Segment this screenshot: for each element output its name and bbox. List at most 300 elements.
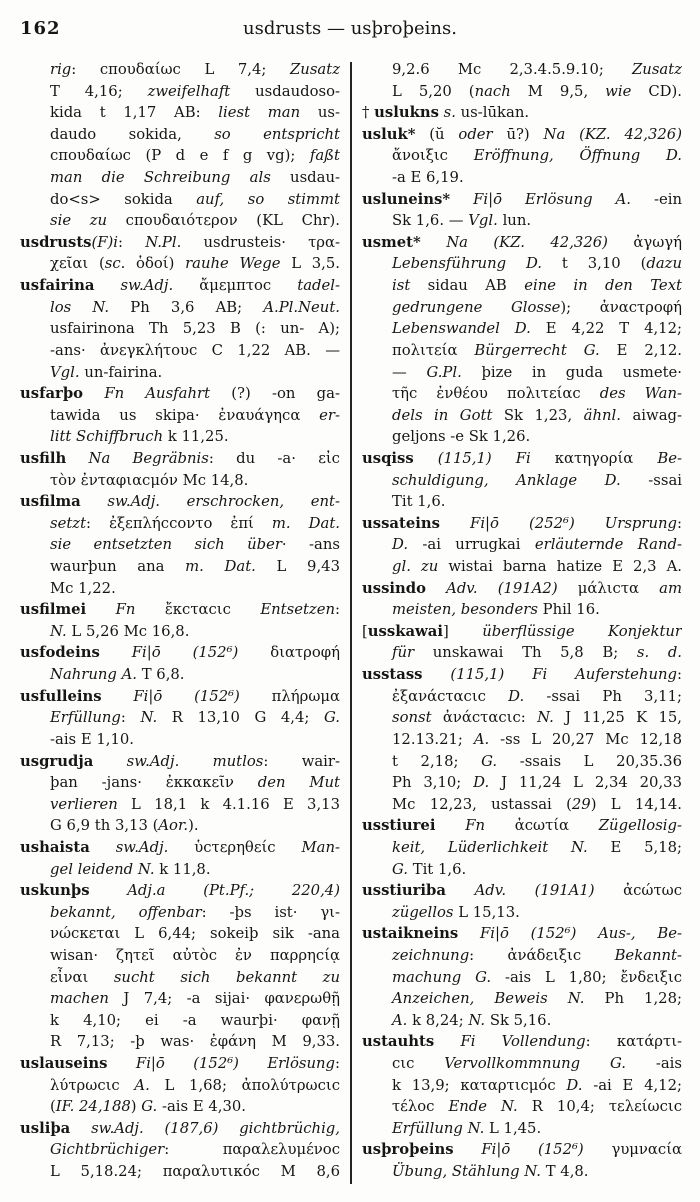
headword: usgrudja xyxy=(20,752,94,770)
entry-text: ὁδοί) xyxy=(125,255,186,273)
entry-text: T 4,16; xyxy=(50,82,148,100)
entry-line xyxy=(20,232,340,254)
entry-line xyxy=(20,707,340,729)
entry-text: sw.Adj. erschrocken, ent- xyxy=(107,493,340,511)
entry-text: L 15,13. xyxy=(453,903,520,921)
entry-text: machen xyxy=(50,990,109,1008)
entry-line xyxy=(20,534,340,556)
entry-text xyxy=(86,601,115,618)
entry-text: zügellos xyxy=(392,903,454,921)
entry-text: überflüssige Konjektur xyxy=(482,622,682,640)
entry-text: setzt xyxy=(50,514,87,532)
entry-text: G. xyxy=(141,1098,158,1116)
entry-text: ū?) xyxy=(492,125,544,143)
entry-text: sidau AB xyxy=(410,277,525,295)
entry-text: Erfüllung N. xyxy=(392,1119,485,1137)
entry-line xyxy=(20,1053,340,1075)
entry-text: wie xyxy=(605,82,632,100)
entry-line xyxy=(20,772,340,794)
entry-text: usdrusteis· τρα- xyxy=(181,233,340,251)
entry-text: T 4,8. xyxy=(541,1163,589,1181)
entry-line xyxy=(20,81,340,103)
entry-line xyxy=(20,383,340,405)
entry-text: Fn Ausfahrt xyxy=(104,385,211,403)
entry-text: γυμναcία xyxy=(583,1141,682,1159)
entry-line xyxy=(362,859,682,881)
entry-text: k 8,24; xyxy=(407,1011,469,1029)
entry-text: k 4,10; ei -a waurþi· φανῇ xyxy=(50,1011,340,1029)
entry-line xyxy=(362,945,682,967)
entry-text: Fi|ō (152⁶) Erlösung xyxy=(135,1055,335,1073)
entry-line xyxy=(362,902,682,924)
entry-text: IF. 24,188 xyxy=(55,1098,131,1116)
entry-text: gedrungene Glosse xyxy=(392,298,561,316)
entry-text: : xyxy=(677,666,682,684)
entry-text: 29 xyxy=(571,795,591,813)
entry-text: : κατάρτι- xyxy=(585,1033,682,1051)
entry-line xyxy=(20,318,340,340)
entry-line xyxy=(362,210,682,232)
entry-text: : cπουδαίωc L 7,4; xyxy=(71,61,291,78)
entry-text: CD). xyxy=(631,82,682,100)
entry-text: L 9,43 xyxy=(255,558,340,576)
entry-text xyxy=(66,450,88,467)
entry-text: A. xyxy=(473,730,490,748)
headword: usfairina xyxy=(20,277,95,295)
entry-text: so entspricht xyxy=(214,125,340,143)
entry-line xyxy=(20,102,340,124)
entry-text: Mc 12,23, ustassai ( xyxy=(392,795,572,813)
entry-line xyxy=(20,1075,340,1097)
entry-line xyxy=(362,1096,682,1118)
entry-text: (F)i xyxy=(91,233,119,251)
entry-text: Adv. (191A2) xyxy=(446,579,558,597)
entry-text xyxy=(94,277,120,294)
entry-text: : xyxy=(335,601,340,619)
entry-line xyxy=(20,664,340,686)
entry-text: Fi|ō (152⁶) xyxy=(133,687,240,705)
entry-line xyxy=(362,556,682,578)
entry-text: litt Schiffbruch xyxy=(50,428,164,446)
entry-text: Lebenswandel D. xyxy=(392,320,531,338)
entry-text: L 18,1 k 4.1.16 E 3,13 xyxy=(117,795,340,813)
entry-text: N. xyxy=(50,622,67,640)
entry-line xyxy=(20,405,340,427)
entry-text: L 5,18.24; παραλυτικόc M 8,6 xyxy=(50,1163,340,1181)
entry-text: am xyxy=(659,579,682,597)
entry-text: ἀcώτωc xyxy=(594,882,682,900)
entry-text: Man- xyxy=(301,838,340,856)
entry-text xyxy=(93,753,126,770)
entry-text: ἄνοιξιc xyxy=(392,147,474,165)
entry-line xyxy=(20,923,340,945)
entry-text: usfairinona Th 5,23 B (: un- A); xyxy=(50,320,340,338)
entry-text: τὸν ἐνταφιαcμόν Mc 14,8. xyxy=(50,471,249,489)
headword: usmet* xyxy=(362,233,421,251)
entry-line xyxy=(20,124,340,146)
entry-text: Adj.a (Pt.Pf.; 220,4) xyxy=(127,882,340,900)
entry-text: ) xyxy=(130,1098,142,1116)
entry-line xyxy=(362,1139,682,1161)
entry-text: -ai E 4,12; xyxy=(582,1076,682,1094)
entry-line xyxy=(20,1161,340,1183)
entry-line xyxy=(362,837,682,859)
entry-text: los N. xyxy=(50,298,110,316)
entry-text xyxy=(70,1120,91,1137)
entry-line xyxy=(362,1053,682,1075)
entry-text: Fi|ō (252⁶) Ursprung xyxy=(470,514,677,532)
entry-line xyxy=(362,923,682,945)
entry-text: Be- xyxy=(657,449,682,467)
entry-text: sucht sich bekannt zu xyxy=(113,968,340,986)
entry-line xyxy=(20,426,340,448)
entry-line xyxy=(362,729,682,751)
entry-text: Sk 1,6. — xyxy=(392,212,469,230)
headword: ustaikneins xyxy=(362,925,459,943)
headword: ussateins xyxy=(362,514,440,532)
entry-line xyxy=(362,880,682,902)
entry-line xyxy=(362,686,682,708)
entry-line xyxy=(362,232,682,254)
entry-text: πλήρωμα xyxy=(239,687,340,705)
entry-line xyxy=(362,642,682,664)
entry-text: m. Dat. xyxy=(185,558,256,576)
entry-text: R 13,10 G 4,4; xyxy=(157,709,324,727)
entry-line xyxy=(362,988,682,1010)
entry-line xyxy=(20,1010,340,1032)
entry-text: -ein xyxy=(630,190,682,208)
entry-text: † xyxy=(362,104,375,122)
entry-text: (115,1) Fi xyxy=(437,449,531,467)
entry-text: 12.13.21; xyxy=(392,730,474,748)
entry-text: Fn xyxy=(115,601,136,619)
entry-line xyxy=(362,707,682,729)
entry-text: sie entsetzten sich über xyxy=(50,536,282,554)
headword: usstass xyxy=(362,666,423,684)
entry-text: Sk 1,23, xyxy=(492,406,584,424)
entry-text: den Mut xyxy=(257,774,340,792)
entry-line xyxy=(362,59,682,81)
entry-line xyxy=(20,297,340,319)
entry-text: πολιτεία xyxy=(392,341,475,359)
entry-text: lun. xyxy=(497,212,532,230)
entry-text: auf, so stimmt xyxy=(196,190,340,208)
entry-line xyxy=(20,945,340,967)
entry-text: ] xyxy=(443,622,483,640)
entry-text: ἐξανάcταcιc xyxy=(392,687,509,705)
entry-text: Aor. xyxy=(158,817,189,835)
entry-line xyxy=(20,210,340,232)
entry-text: cπουδαίωc (P d e f g vg); xyxy=(50,147,310,165)
entry-text: N. xyxy=(140,709,158,727)
entry-text: R 7,13; -þ was· ἐφάνη M 9,33. xyxy=(50,1033,340,1051)
entry-text: -ssais L 20,35.36 xyxy=(497,752,682,770)
entry-line xyxy=(20,967,340,989)
entry-line xyxy=(362,81,682,103)
entry-text: sc. xyxy=(104,255,126,273)
entry-line xyxy=(362,189,682,211)
entry-text xyxy=(446,882,475,899)
headword: usliþa xyxy=(20,1119,71,1137)
entry-text: daudo sokida, xyxy=(50,125,215,143)
entry-line xyxy=(20,1031,340,1053)
entry-text: usdau- xyxy=(270,169,340,187)
entry-text: E 2,12. xyxy=(599,341,682,359)
entry-text: ἄμεμπτοc xyxy=(173,277,298,295)
entry-text: s. xyxy=(443,104,456,122)
entry-text: J 11,25 K 15, xyxy=(553,709,682,727)
entry-text: gl. zu xyxy=(392,558,439,576)
entry-text: T 6,8. xyxy=(137,666,185,684)
entry-text: sw.Adj. xyxy=(115,838,169,856)
entry-text: Gichtbrüchiger xyxy=(50,1141,165,1159)
entry-text: Tit 1,6. xyxy=(408,860,467,878)
entry-line xyxy=(362,772,682,794)
entry-text: — xyxy=(392,363,427,381)
entry-text: wistai barna hatize E 2,3 A. xyxy=(438,558,682,576)
headword: usluk* xyxy=(362,125,416,143)
entry-text: : -þs ist· γι- xyxy=(201,903,340,921)
entry-text: sonst xyxy=(392,709,432,727)
entry-text: Ph 3,6 AB; xyxy=(109,298,264,316)
entry-text: us-lūkan. xyxy=(455,104,530,122)
entry-line xyxy=(20,902,340,924)
entry-text: D. xyxy=(473,774,490,792)
entry-line xyxy=(20,556,340,578)
entry-text: κατηγορία xyxy=(530,449,658,467)
entry-text: dazu xyxy=(646,255,682,273)
entry-text: k 11,8. xyxy=(154,860,211,878)
entry-line xyxy=(20,642,340,664)
entry-text: -ais xyxy=(625,1055,682,1073)
entry-text: Ph 1,28; xyxy=(584,990,682,1008)
entry-text: : xyxy=(677,514,682,532)
entry-line xyxy=(362,124,682,146)
entry-text xyxy=(81,493,108,510)
entry-text: us- xyxy=(300,104,340,122)
entry-text: geljons -e Sk 1,26. xyxy=(392,428,531,446)
entry-text: A. xyxy=(392,1011,408,1029)
entry-text: Adv. (191A1) xyxy=(474,882,595,900)
entry-line xyxy=(362,1161,682,1183)
entry-text: (115,1) Fi Auferstehung xyxy=(450,666,677,684)
entry-text xyxy=(421,234,446,251)
entry-text: -ais E 1,10. xyxy=(50,730,135,748)
entry-text: sw.Adj. (187,6) gichtbrüchig, xyxy=(91,1119,340,1137)
entry-text: meisten, besonders xyxy=(392,601,538,619)
entry-text: cιc xyxy=(392,1055,445,1073)
entry-text: Entsetzen xyxy=(260,601,335,619)
entry-text: τέλοc xyxy=(392,1098,449,1116)
entry-text: ἀcωτία xyxy=(485,817,599,835)
entry-text: νώcκεται L 6,44; sokeiþ sik -ana xyxy=(50,925,340,943)
entry-line xyxy=(20,362,340,384)
entry-text: μάλιcτα xyxy=(557,579,660,597)
entry-line xyxy=(20,686,340,708)
entry-text: Phil 16. xyxy=(537,601,600,619)
entry-text: keit, Lüderlichkeit N. xyxy=(392,838,588,856)
entry-text: sie zu xyxy=(50,212,108,230)
entry-line xyxy=(362,967,682,989)
entry-text xyxy=(423,666,451,683)
entry-text: L 5,20 ( xyxy=(392,82,475,100)
entry-text: ); ἀναcτροφή xyxy=(560,298,682,316)
entry-text: E 5,18; xyxy=(587,838,682,856)
entry-text: m. Dat. xyxy=(271,514,340,532)
headword: usfilh xyxy=(20,449,67,467)
entry-text: M 9,5, xyxy=(510,82,606,100)
entry-text: er- xyxy=(319,406,340,424)
entry-line xyxy=(362,794,682,816)
entry-text: cπουδαιότερον (KL Chr). xyxy=(107,212,340,230)
entry-text: L 5,26 Mc 16,8. xyxy=(66,622,190,640)
entry-text: : ἀνάδειξιc xyxy=(469,946,615,964)
entry-line xyxy=(362,534,682,556)
entry-text: Tit 1,6. xyxy=(392,493,446,511)
entry-text: s. d. xyxy=(636,644,682,662)
entry-text: usdaudoso- xyxy=(230,82,340,100)
entry-text: sw.Adj. xyxy=(120,277,174,295)
entry-line xyxy=(20,59,340,81)
entry-text: Anzeichen, Beweis N. xyxy=(392,990,585,1008)
entry-text: liest man xyxy=(218,104,301,122)
entry-text: wisan· ζητεῖ αὐτὸc ἐν παρρηcίᾳ xyxy=(50,946,340,964)
entry-text: A. xyxy=(134,1076,150,1094)
entry-text: un-fairina. xyxy=(79,363,163,381)
headword: uskunþs xyxy=(20,882,90,900)
entry-text: χεῖαι ( xyxy=(50,255,105,273)
entry-text: verlieren xyxy=(50,795,118,813)
headword: usfilma xyxy=(20,493,81,511)
entry-text: tawida us skipa· ἐναυάγηcα xyxy=(50,406,320,424)
entry-text: Fi|ō (152⁶) xyxy=(131,644,239,662)
entry-line xyxy=(20,988,340,1010)
entry-text: rauhe Wege xyxy=(185,255,281,273)
entry-text: -ai urrugkai xyxy=(408,536,535,554)
entry-line xyxy=(20,621,340,643)
entry-text: Erfüllung xyxy=(50,709,121,727)
entry-text: kida t 1,17 AB: xyxy=(50,104,219,122)
entry-text: zeichnung xyxy=(392,946,470,964)
headword: usfodeins xyxy=(20,644,100,662)
entry-text: Lebensführung D. xyxy=(392,255,543,273)
entry-line xyxy=(20,253,340,275)
entry-text: [ xyxy=(362,622,368,640)
entry-line xyxy=(362,102,682,124)
headword: ushaista xyxy=(20,838,90,856)
entry-text: machung G. xyxy=(392,968,492,986)
entry-text: D. xyxy=(508,687,525,705)
entry-text: unskawai Th 5,8 B; xyxy=(414,644,637,662)
headword: ustauhts xyxy=(362,1033,435,1051)
entry-line xyxy=(362,664,682,686)
entry-line xyxy=(362,426,682,448)
entry-text: G. xyxy=(323,709,340,727)
entry-line xyxy=(20,513,340,535)
entry-text: λύτρωcιc xyxy=(50,1076,135,1094)
entry-text: G.Pl. xyxy=(426,363,462,381)
entry-text: : ἐξεπλήccοντο ἐπί xyxy=(86,514,272,532)
headword: ussindo xyxy=(362,579,427,597)
entry-line xyxy=(20,145,340,167)
column-divider xyxy=(350,62,352,1184)
entry-text: Fi|ō Erlösung A. xyxy=(473,190,631,208)
entry-line xyxy=(362,1118,682,1140)
entry-text: E 4,22 T 4,12; xyxy=(530,320,682,338)
entry-text: Na Begräbnis xyxy=(88,449,209,467)
entry-text: N. xyxy=(468,1011,486,1029)
entry-text: -ais L 1,80; ἔνδειξιc xyxy=(491,968,682,986)
entry-text: L 1,45. xyxy=(484,1119,542,1137)
entry-text: ὑcτερηθείc xyxy=(168,838,302,856)
entry-line xyxy=(20,189,340,211)
entry-text xyxy=(450,191,473,208)
entry-text xyxy=(434,1033,460,1050)
entry-text xyxy=(440,515,470,532)
entry-text xyxy=(102,688,134,705)
entry-line xyxy=(20,1118,340,1140)
entry-text: tadel- xyxy=(297,277,340,295)
entry-line xyxy=(20,751,340,773)
entry-text: ἀνάcταcιc: xyxy=(431,709,538,727)
entry-text xyxy=(426,580,446,597)
entry-line xyxy=(362,297,682,319)
entry-line xyxy=(20,880,340,902)
entry-line xyxy=(20,448,340,470)
headword: usstiuriba xyxy=(362,882,446,900)
entry-text: -ssai Ph 3,11; xyxy=(524,687,682,705)
entry-line xyxy=(362,751,682,773)
entry-text: eine in den Text xyxy=(524,277,682,295)
entry-text: 9,2.6 Mc 2,3.4.5.9.10; xyxy=(392,61,633,78)
entry-text: εἶναι xyxy=(50,968,114,986)
entry-text: oder xyxy=(458,125,493,143)
page-header xyxy=(0,16,700,42)
entry-text: Bekannt- xyxy=(614,946,682,964)
entry-text xyxy=(83,385,104,402)
headword: usluneins* xyxy=(362,190,451,208)
entry-text: faßt xyxy=(309,147,340,165)
entry-text: G 6,9 th 3,13 ( xyxy=(50,817,159,835)
entry-text: bekannt, offenbar xyxy=(50,903,202,921)
entry-text: Eröffnung, Öffnung D. xyxy=(473,147,682,165)
entry-text: A.Pl.Neut. xyxy=(263,298,340,316)
entry-text xyxy=(90,882,128,899)
headword: usskawai xyxy=(367,622,443,640)
entry-text: : xyxy=(120,709,141,727)
entry-line xyxy=(362,405,682,427)
entry-text: man die Schreibung als xyxy=(50,169,271,187)
entry-text: Na (KZ. 42,326) xyxy=(446,233,608,251)
entry-text: διατροφή xyxy=(238,644,340,662)
entry-text: R 10,4; τελείωcιc xyxy=(517,1098,682,1116)
entry-line xyxy=(20,794,340,816)
entry-line xyxy=(20,340,340,362)
entry-text: k 13,9; καταρτιcμόc xyxy=(392,1076,567,1094)
entry-text: -ss L 20,27 Mc 12,18 xyxy=(489,730,682,748)
entry-line xyxy=(20,1096,340,1118)
entry-line xyxy=(362,470,682,492)
entry-text: ἀγωγή xyxy=(607,233,682,251)
entry-line xyxy=(362,145,682,167)
entry-text: Vervollkommnung G. xyxy=(444,1055,626,1073)
entry-line xyxy=(20,470,340,492)
entry-line xyxy=(362,340,682,362)
entry-text: Zusatz xyxy=(632,61,682,78)
entry-text: þize in guda usmete· xyxy=(461,363,682,381)
entry-line xyxy=(362,491,682,513)
entry-text: : παραλελυμένοc xyxy=(164,1141,340,1159)
